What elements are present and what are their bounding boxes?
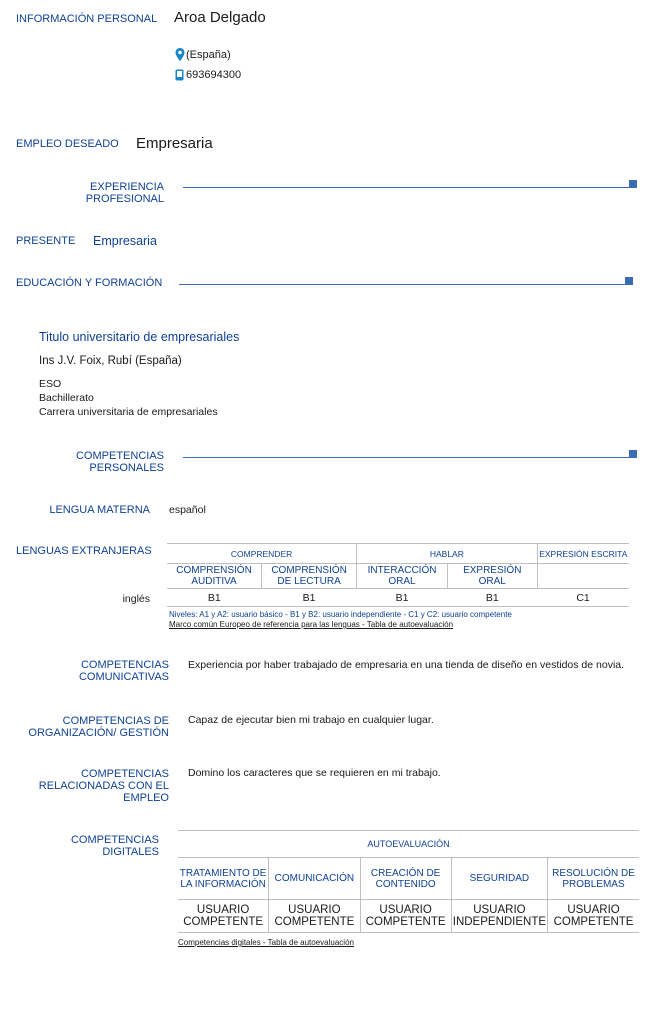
group-header-comprender: COMPRENDER [167, 544, 357, 564]
digital-column-header: COMUNICACIÓN [269, 858, 360, 900]
subheader-comprension-lectura: COMPRENSIÓN DE LECTURA [262, 564, 357, 589]
education-divider [179, 284, 625, 285]
location-text: (España) [186, 48, 231, 61]
education-institution: Ins J.V. Foix, Rubí (España) [39, 355, 182, 367]
education-section-label: EDUCACIÓN Y FORMACIÓN [16, 277, 163, 289]
education-item: Carrera universitaria de empresariales [39, 406, 218, 418]
education-item: Bachillerato [39, 392, 94, 404]
mobile-phone-icon [175, 69, 184, 81]
digital-level-cell: USUARIO COMPETENTE [360, 900, 451, 933]
group-header-hablar: HABLAR [357, 544, 537, 564]
subheader-interaccion-oral: INTERACCIÓN ORAL [357, 564, 448, 589]
level-cell: B1 [485, 591, 499, 604]
levels-note: Niveles: A1 y A2: usuario básico - B1 y B2: usuario independiente - C1 y C2: usuario competente [169, 610, 512, 619]
person-name: Aroa Delgado [174, 9, 266, 26]
digital-level-cell: USUARIO COMPETENTE [178, 900, 269, 933]
digital-column-header: RESOLUCIÓN DE PROBLEMAS [552, 867, 635, 890]
organizational-text: Capaz de ejecutar bien mi trabajo en cualquier lugar. [188, 714, 434, 726]
level-cell: B1 [302, 591, 316, 604]
group-header-expresion-escrita: EXPRESIÓN ESCRITA [539, 548, 628, 559]
education-title: Titulo universitario de empresariales [39, 330, 240, 344]
digital-level-cell: USUARIO COMPETENTE [553, 903, 634, 928]
languages-table [167, 543, 629, 607]
experience-position: Empresaria [93, 234, 157, 248]
experience-divider [183, 187, 630, 188]
digital-label: COMPETENCIAS DIGITALES [70, 834, 159, 858]
subheader-empty [537, 564, 629, 589]
experience-period-label: PRESENTE [16, 235, 76, 247]
subheader-expresion-oral: EXPRESIÓN ORAL [447, 564, 537, 589]
job-related-text: Domino los caracteres que se requieren en mi trabajo. [188, 767, 441, 779]
phone-text: 693694300 [186, 69, 242, 81]
cefr-link[interactable]: Marco común Europeo de referencia para las lenguas - Tabla de autoevaluación [169, 620, 454, 629]
location-pin-icon [175, 48, 185, 61]
personal-section-label: INFORMACIÓN PERSONAL [16, 13, 158, 25]
digital-level-cell: USUARIO COMPETENTE [269, 900, 360, 933]
experience-divider-marker [629, 180, 637, 188]
digital-table [178, 830, 639, 933]
competences-divider-marker [629, 450, 637, 458]
language-name: inglés [122, 593, 150, 605]
mother-tongue-value: español [169, 504, 206, 516]
location-row [175, 48, 231, 61]
phone-row [175, 69, 241, 81]
education-item: ESO [39, 378, 62, 390]
desired-job-label: EMPLEO DESEADO [16, 138, 119, 150]
job-related-label: COMPETENCIAS RELACIONADAS CON EL EMPLEO [38, 768, 169, 804]
level-cell: B1 [207, 591, 221, 604]
digital-header: AUTOEVALUACIÓN [367, 839, 450, 849]
level-cell: C1 [576, 591, 590, 604]
level-cell: B1 [395, 591, 409, 604]
digital-level-cell: USUARIO INDEPENDIENTE [451, 900, 547, 933]
mother-tongue-label: LENGUA MATERNA [49, 504, 150, 516]
digital-column-header: CREACIÓN DE CONTENIDO [360, 858, 451, 900]
education-divider-marker [625, 277, 633, 285]
digital-column-header: SEGURIDAD [451, 858, 547, 900]
desired-job-value: Empresaria [136, 135, 213, 152]
digital-column-header: TRATAMIENTO DE LA INFORMACIÓN [178, 858, 269, 900]
organizational-label: COMPETENCIAS DE ORGANIZACIÓN/ GESTIÓN [28, 715, 169, 739]
competences-section-label: COMPETENCIAS PERSONALES [75, 450, 164, 474]
foreign-languages-label: LENGUAS EXTRANJERAS [16, 545, 152, 557]
subheader-comprension-auditiva: COMPRENSIÓN AUDITIVA [167, 564, 262, 589]
digital-competences-link[interactable]: Competencias digitales - Tabla de autoevaluación [178, 938, 354, 947]
communicative-label: COMPETENCIAS COMUNICATIVAS [78, 659, 169, 683]
competences-divider [183, 457, 630, 458]
experience-section-label: EXPERIENCIA PROFESIONAL [85, 181, 164, 205]
communicative-text: Experiencia por haber trabajado de empresaria en una tienda de diseño en vestidos de novia. [188, 659, 625, 671]
